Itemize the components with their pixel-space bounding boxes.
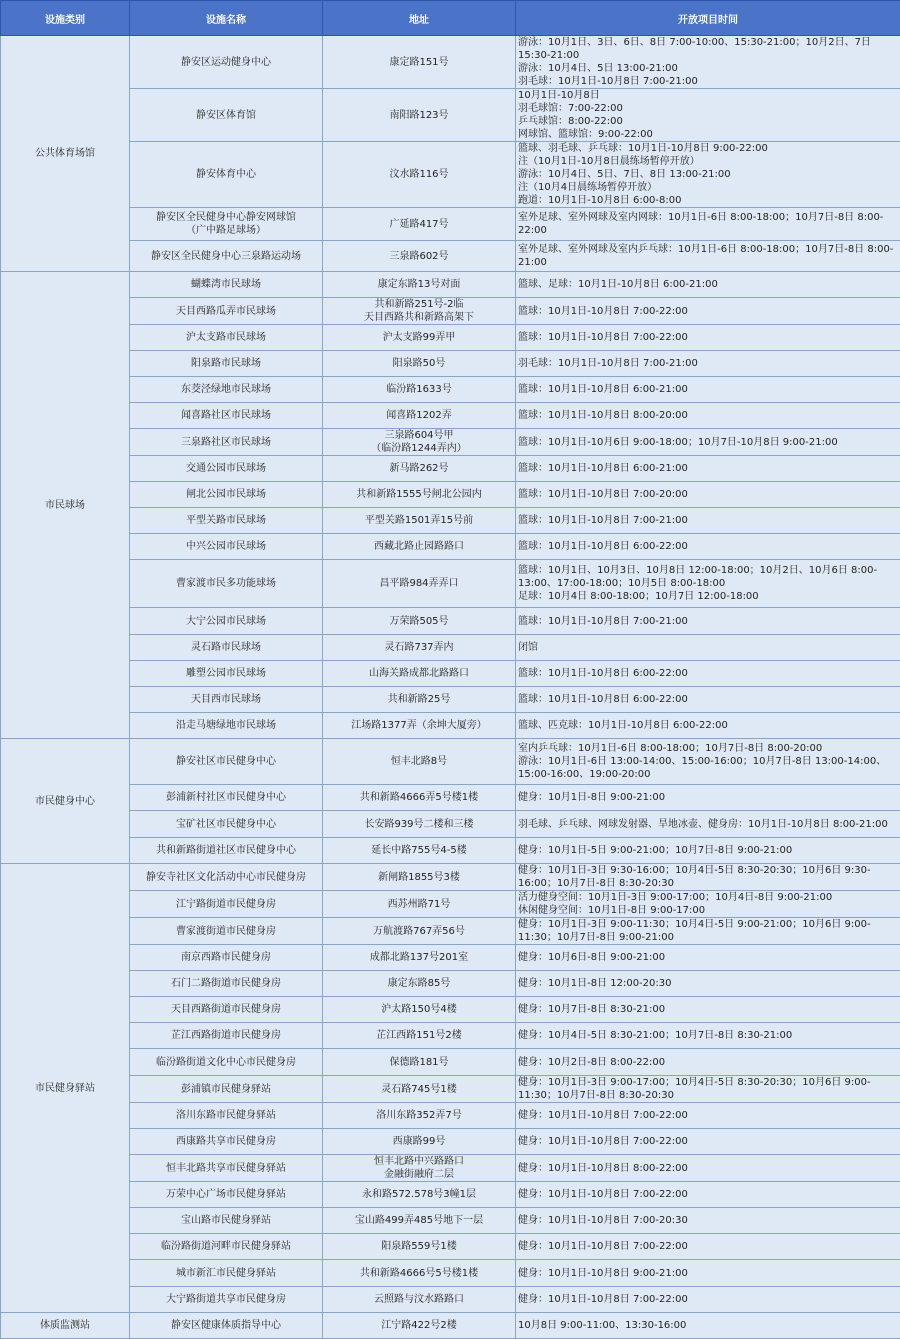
open-time-cell: 篮球：10月1日-10月8日 7:00-22:00: [516, 298, 900, 325]
open-time-cell: 篮球：10月1日-10月8日 6:00-21:00: [516, 456, 900, 482]
table-row: [1, 482, 900, 508]
open-time-cell: 活力健身空间：10月1日-3日 9:00-17:00；10月4日-8日 9:00-21:00 休闲健身空间：10月1日-8日 9:00-17:00: [516, 891, 900, 918]
facility-name-cell: 洛川东路市民健身驿站: [130, 1103, 323, 1129]
open-time-cell: 健身：10月1日-5日 9:00-21:00；10月7日-8日 9:00-21:00: [516, 838, 900, 864]
table-row: [1, 661, 900, 687]
address-cell: 云照路与汶水路路口: [323, 1287, 516, 1313]
table-row: [1, 785, 900, 811]
address-cell: 康定路151号: [323, 36, 516, 89]
table-row: [1, 272, 900, 298]
table-row: [1, 608, 900, 635]
table-row: [1, 1049, 900, 1076]
address-cell: 共和新路1555号闸北公园内: [323, 482, 516, 508]
table-row: [1, 687, 900, 713]
facility-name-cell: 南京西路市民健身房: [130, 945, 323, 971]
table-row: [1, 298, 900, 325]
address-cell: 永和路572.578号3幢1层: [323, 1182, 516, 1208]
table-row: [1, 534, 900, 560]
open-time-cell: 羽毛球、乒乓球、网球发射器、旱地冰壶、健身房：10月1日-10月8日 8:00-21:00: [516, 811, 900, 838]
facility-name-cell: 曹家渡街道市民健身房: [130, 918, 323, 945]
table-body: [1, 36, 900, 1339]
facility-name-cell: 静安寺社区文化活动中心市民健身房: [130, 864, 323, 891]
facility-name-cell: 中兴公园市民球场: [130, 534, 323, 560]
address-cell: 万航渡路767弄56号: [323, 918, 516, 945]
table-row: [1, 918, 900, 945]
open-time-cell: 闭馆: [516, 635, 900, 661]
table-row: [1, 838, 900, 864]
open-time-cell: 健身：10月1日-10月8日 7:00-22:00: [516, 1103, 900, 1129]
table-row: [1, 377, 900, 403]
facility-name-cell: 闸北公园市民球场: [130, 482, 323, 508]
address-cell: 西藏北路止园路路口: [323, 534, 516, 560]
facility-name-cell: 恒丰北路共享市民健身驿站: [130, 1155, 323, 1182]
address-cell: 宝山路499弄485号地下一层: [323, 1208, 516, 1234]
address-cell: 康定东路85号: [323, 971, 516, 997]
facility-name-cell: 大宁路街道共享市民健身房: [130, 1287, 323, 1313]
facility-name-cell: 三泉路社区市民球场: [130, 429, 323, 456]
facility-name-cell: 芷江西路街道市民健身房: [130, 1023, 323, 1049]
open-time-cell: 健身：10月1日-3日 9:30-16:00；10月4日-5日 8:30-20:30；10月6日 9:30-16:00；10月7日-8日 8:30-20:30: [516, 864, 900, 891]
table-row: [1, 241, 900, 272]
open-time-cell: 篮球：10月1日-10月8日 6:00-22:00: [516, 661, 900, 687]
address-cell: 洛川东路352弄7号: [323, 1103, 516, 1129]
header-open-time: 开放项目时间: [516, 1, 900, 36]
table-row: [1, 508, 900, 534]
open-time-cell: 篮球：10月1日-10月6日 9:00-18:00；10月7日-10月8日 9:00-21:00: [516, 429, 900, 456]
table-row: [1, 945, 900, 971]
facility-name-cell: 彭浦镇市民健身驿站: [130, 1076, 323, 1103]
category-cell: 市民健身驿站: [1, 864, 130, 1313]
open-time-cell: 健身：10月1日-3日 9:00-17:00；10月4日-5日 8:30-20:30；10月6日 9:00-11:30；10月7日-8日 8:30-20:30: [516, 1076, 900, 1103]
open-time-cell: 篮球：10月1日-10月8日 7:00-21:00: [516, 608, 900, 635]
open-time-cell: 篮球：10月1日-10月8日 8:00-20:00: [516, 403, 900, 429]
address-cell: 新闸路1855号3楼: [323, 864, 516, 891]
address-cell: 共和新路25号: [323, 687, 516, 713]
open-time-cell: 游泳：10月1日、3日、6日、8日 7:00-10:00、15:30-21:00；10月2日、7日 15:30-21:00 游泳：10月4日、5日 13:00-21:00 羽毛球：10月1日-10月8日 7:00-21:00: [516, 36, 900, 89]
table-row: [1, 403, 900, 429]
address-cell: 三泉路604号甲 （临汾路1244弄内）: [323, 429, 516, 456]
facility-name-cell: 西康路共享市民健身房: [130, 1129, 323, 1155]
table-row: [1, 971, 900, 997]
address-cell: 恒丰北路8号: [323, 739, 516, 785]
facility-name-cell: 静安区体育馆: [130, 89, 323, 142]
address-cell: 沪太路150号4楼: [323, 997, 516, 1023]
table-row: [1, 1023, 900, 1049]
facility-name-cell: 彭浦新村社区市民健身中心: [130, 785, 323, 811]
address-cell: 山海关路成都北路路口: [323, 661, 516, 687]
address-cell: 共和新路4666号5号楼1楼: [323, 1260, 516, 1287]
open-time-cell: 篮球：10月1日-10月8日 7:00-20:00: [516, 482, 900, 508]
address-cell: 阳泉路559号1楼: [323, 1234, 516, 1260]
open-time-cell: 室内乒乓球：10月1日-6日 8:00-18:00；10月7日-8日 8:00-20:00 游泳：10月1日-6日 13:00-14:00、15:00-16:00；10月7日-8日 13:00-14:00、15:00-16:00、19:00-20:00: [516, 739, 900, 785]
facility-name-cell: 沿走马塘绿地市民球场: [130, 713, 323, 739]
facility-name-cell: 共和新路街道社区市民健身中心: [130, 838, 323, 864]
table-row: [1, 1103, 900, 1129]
table-row: [1, 456, 900, 482]
address-cell: 阳泉路50号: [323, 351, 516, 377]
facility-name-cell: 静安区健康体质指导中心: [130, 1313, 323, 1339]
open-time-cell: 健身：10月4日-5日 8:30-21:00；10月7日-8日 8:30-21:00: [516, 1023, 900, 1049]
header-address: 地址: [323, 1, 516, 36]
open-time-cell: 健身：10月1日-10月8日 9:00-21:00: [516, 1260, 900, 1287]
facility-name-cell: 宝矿社区市民健身中心: [130, 811, 323, 838]
table-row: [1, 811, 900, 838]
open-time-cell: 篮球：10月1日-10月8日 6:00-22:00: [516, 687, 900, 713]
facility-name-cell: 灵石路市民球场: [130, 635, 323, 661]
table-row: [1, 635, 900, 661]
facility-name-cell: 静安社区市民健身中心: [130, 739, 323, 785]
facility-name-cell: 静安区全民健身中心静安网球馆 （广中路足球场）: [130, 208, 323, 241]
table-row: [1, 1313, 900, 1339]
facility-name-cell: 静安区全民健身中心三泉路运动场: [130, 241, 323, 272]
address-cell: 三泉路602号: [323, 241, 516, 272]
header-category: 设施类别: [1, 1, 130, 36]
header-facility-name: 设施名称: [130, 1, 323, 36]
facility-name-cell: 东茭泾绿地市民球场: [130, 377, 323, 403]
table-row: [1, 1129, 900, 1155]
open-time-cell: 健身：10月1日-10月8日 7:00-22:00: [516, 1129, 900, 1155]
open-time-cell: 健身：10月1日-8日 12:00-20:30: [516, 971, 900, 997]
open-time-cell: 健身：10月1日-3日 9:00-11:30；10月4日-5日 9:00-21:00；10月6日 9:00-11:30；10月7日-8日 9:00-21:00: [516, 918, 900, 945]
table-row: [1, 1182, 900, 1208]
open-time-cell: 篮球：10月1日-10月8日 6:00-21:00: [516, 377, 900, 403]
facility-name-cell: 沪太支路市民球场: [130, 325, 323, 351]
facility-name-cell: 天目西市民球场: [130, 687, 323, 713]
facility-name-cell: 雕塑公园市民球场: [130, 661, 323, 687]
open-time-cell: 室外足球、室外网球及室内乒乓球：10月1日-6日 8:00-18:00；10月7日-8日 8:00-21:00: [516, 241, 900, 272]
address-cell: 共和新路4666弄5号楼1楼: [323, 785, 516, 811]
facility-name-cell: 蝴蝶湾市民球场: [130, 272, 323, 298]
address-cell: 共和新路251号-2临 天目西路共和新路高架下: [323, 298, 516, 325]
address-cell: 长安路939号二楼和三楼: [323, 811, 516, 838]
open-time-cell: 健身：10月6日-8日 9:00-21:00: [516, 945, 900, 971]
address-cell: 平型关路1501弄15号前: [323, 508, 516, 534]
facility-name-cell: 阳泉路市民球场: [130, 351, 323, 377]
open-time-cell: 室外足球、室外网球及室内网球：10月1日-6日 8:00-18:00；10月7日-8日 8:00-22:00: [516, 208, 900, 241]
table-row: [1, 208, 900, 241]
address-cell: 万荣路505号: [323, 608, 516, 635]
table-row: [1, 36, 900, 89]
facility-name-cell: 闻喜路社区市民球场: [130, 403, 323, 429]
address-cell: 闻喜路1202弄: [323, 403, 516, 429]
category-cell: 市民健身中心: [1, 739, 130, 864]
address-cell: 康定东路13号对面: [323, 272, 516, 298]
table-row: [1, 997, 900, 1023]
facility-name-cell: 静安区运动健身中心: [130, 36, 323, 89]
address-cell: 灵石路737弄内: [323, 635, 516, 661]
facility-name-cell: 天目西路瓜弄市民球场: [130, 298, 323, 325]
open-time-cell: 健身：10月7日-8日 8:30-21:00: [516, 997, 900, 1023]
table-row: [1, 891, 900, 918]
address-cell: 沪太支路99弄甲: [323, 325, 516, 351]
open-time-cell: 健身：10月1日-10月8日 7:00-20:30: [516, 1208, 900, 1234]
table-row: [1, 351, 900, 377]
address-cell: 保德路181号: [323, 1049, 516, 1076]
open-time-cell: 篮球：10月1日-10月8日 7:00-22:00: [516, 325, 900, 351]
address-cell: 西康路99号: [323, 1129, 516, 1155]
open-time-cell: 羽毛球：10月1日-10月8日 7:00-21:00: [516, 351, 900, 377]
table-row: [1, 429, 900, 456]
address-cell: 恒丰北路中兴路路口 金融街融府二层: [323, 1155, 516, 1182]
facility-name-cell: 曹家渡市民多功能球场: [130, 560, 323, 608]
facility-name-cell: 江宁路街道市民健身房: [130, 891, 323, 918]
address-cell: 新马路262号: [323, 456, 516, 482]
table-row: [1, 864, 900, 891]
facility-name-cell: 交通公园市民球场: [130, 456, 323, 482]
address-cell: 汶水路116号: [323, 142, 516, 208]
address-cell: 成都北路137号201室: [323, 945, 516, 971]
open-time-cell: 健身：10月1日-10月8日 7:00-22:00: [516, 1234, 900, 1260]
open-time-cell: 篮球：10月1日-10月8日 6:00-22:00: [516, 534, 900, 560]
table-row: [1, 142, 900, 208]
open-time-cell: 篮球、羽毛球、乒乓球：10月1日-10月8日 9:00-22:00 注（10月1日-10月8日晨练场暂停开放） 游泳：10月4日、5日、7日、8日 13:00-21:00 注（10月4日晨练场暂停开放） 跑道：10月1日-10月8日 6:00-8:00: [516, 142, 900, 208]
table-row: [1, 1076, 900, 1103]
open-time-cell: 健身：10月1日-10月8日 8:00-22:00: [516, 1155, 900, 1182]
facility-name-cell: 临汾路街道河畔市民健身驿站: [130, 1234, 323, 1260]
facility-name-cell: 石门二路街道市民健身房: [130, 971, 323, 997]
facility-name-cell: 平型关路市民球场: [130, 508, 323, 534]
table-header-row: [1, 1, 900, 36]
address-cell: 南阳路123号: [323, 89, 516, 142]
facility-name-cell: 静安体育中心: [130, 142, 323, 208]
address-cell: 灵石路745号1楼: [323, 1076, 516, 1103]
table-row: [1, 560, 900, 608]
open-time-cell: 篮球、匹克球：10月1日-10月8日 6:00-22:00: [516, 713, 900, 739]
open-time-cell: 健身：10月1日-10月8日 7:00-22:00: [516, 1182, 900, 1208]
address-cell: 临汾路1633号: [323, 377, 516, 403]
facility-name-cell: 宝山路市民健身驿站: [130, 1208, 323, 1234]
category-cell: 公共体育场馆: [1, 36, 130, 272]
open-time-cell: 篮球：10月1日、10月3日、10月8日 12:00-18:00；10月2日、10月6日 8:00-13:00、17:00-18:00；10月5日 8:00-18:00 足球：10月4日 8:00-18:00；10月7日 12:00-18:00: [516, 560, 900, 608]
open-time-cell: 10月8日 9:00-11:00、13:30-16:00: [516, 1313, 900, 1339]
open-time-cell: 10月1日-10月8日 羽毛球馆：7:00-22:00 乒乓球馆：8:00-22:00 网球馆、篮球馆：9:00-22:00: [516, 89, 900, 142]
open-time-cell: 健身：10月1日-8日 9:00-21:00: [516, 785, 900, 811]
address-cell: 西苏州路71号: [323, 891, 516, 918]
address-cell: 芷江西路151号2楼: [323, 1023, 516, 1049]
facility-name-cell: 万荣中心广场市民健身驿站: [130, 1182, 323, 1208]
address-cell: 延长中路755号4-5楼: [323, 838, 516, 864]
table-row: [1, 1260, 900, 1287]
open-time-cell: 健身：10月2日-8日 8:00-22:00: [516, 1049, 900, 1076]
table-row: [1, 89, 900, 142]
table-row: [1, 1234, 900, 1260]
table-row: [1, 739, 900, 785]
address-cell: 江场路1377弄（余坤大厦旁）: [323, 713, 516, 739]
address-cell: 广延路417号: [323, 208, 516, 241]
table-row: [1, 1155, 900, 1182]
open-time-cell: 篮球、足球：10月1日-10月8日 6:00-21:00: [516, 272, 900, 298]
open-time-cell: 健身：10月1日-10月8日 7:00-22:00: [516, 1287, 900, 1313]
table-row: [1, 713, 900, 739]
open-time-cell: 篮球：10月1日-10月8日 7:00-21:00: [516, 508, 900, 534]
address-cell: 江宁路422号2楼: [323, 1313, 516, 1339]
facility-name-cell: 临汾路街道文化中心市民健身房: [130, 1049, 323, 1076]
address-cell: 昌平路984弄弄口: [323, 560, 516, 608]
facility-name-cell: 天目西路街道市民健身房: [130, 997, 323, 1023]
table-row: [1, 1287, 900, 1313]
facility-name-cell: 大宁公园市民球场: [130, 608, 323, 635]
category-cell: 市民球场: [1, 272, 130, 739]
table-row: [1, 1208, 900, 1234]
table-row: [1, 325, 900, 351]
category-cell: 体质监测站: [1, 1313, 130, 1339]
facility-name-cell: 城市新汇市民健身驿站: [130, 1260, 323, 1287]
